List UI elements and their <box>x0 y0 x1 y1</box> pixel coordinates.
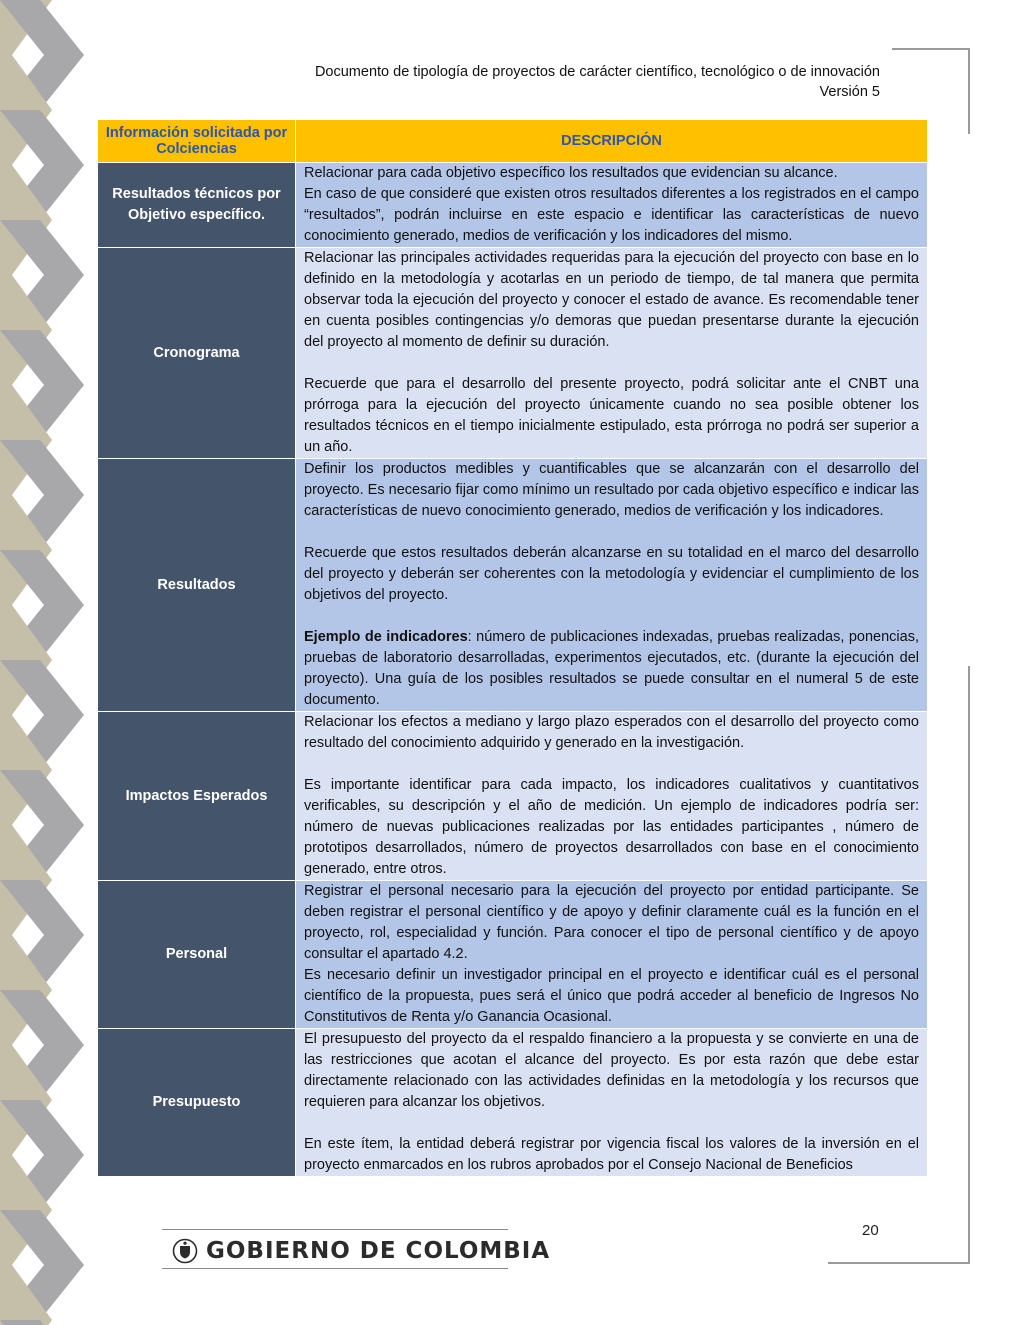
frame-line-right-lower <box>968 666 970 1264</box>
row-label: Resultados técnicos por Objetivo específico. <box>98 163 296 248</box>
paragraph: Recuerde que para el desarrollo del presente proyecto, podrá solicitar ante el CNBT una prórroga para la ejecución del proyecto únicamente cuando no sea posible obtener los resultados técnicos en el tiempo inicialmente estipulado, esta prórroga no podrá ser superior a un año. <box>304 376 919 455</box>
row-description <box>296 248 928 459</box>
paragraph: Registrar el personal necesario para la ejecución del proyecto por entidad participante. Se deben registrar el personal científico y de apoyo y definir claramente cuál es la función en el proyecto, rol, especialidad y función. Para conocer el tipo de personal científico y de apoyo consultar el apartado 4.2. <box>304 883 919 962</box>
row-description <box>296 881 928 1029</box>
row-label: Cronograma <box>98 248 296 459</box>
document-header <box>315 62 880 102</box>
paragraph-gap <box>304 353 919 374</box>
paragraph: En caso de que consideré que existen otros resultados diferentes a los registrados en el campo “resultados”, podrán incluirse en este espacio e identificar las características de nuevo conocimiento generado, medios de verificación y los indicadores del mismo. <box>304 186 919 244</box>
table-row <box>98 163 928 248</box>
row-description <box>296 163 928 248</box>
paragraph: Es importante identificar para cada impacto, los indicadores cualitativos y cuantitativos verificables, su descripción y el año de medición. Un ejemplo de indicadores podría ser: número de nuevas publicaciones realizadas por las entidades participantes , número de prototipos desarrollados, número de proyectos desarrollados con base en el conocimiento generado, entre otros. <box>304 777 919 877</box>
paragraph: Relacionar para cada objetivo específico los resultados que evidencian su alcance. <box>304 165 838 181</box>
paragraph: Recuerde que estos resultados deberán alcanzarse en su totalidad en el marco del desarrollo del proyecto y deberán ser coherentes con la metodología y evidenciar el cumplimiento de los objetivos del proyecto. <box>304 545 919 603</box>
paragraph-gap <box>304 522 919 543</box>
paragraph: En este ítem, la entidad deberá registrar por vigencia fiscal los valores de la inversión en el proyecto enmarcados en los rubros aprobados por el Consejo Nacional de Beneficios <box>304 1136 919 1173</box>
paragraph-text: : número de publicaciones indexadas, pruebas realizadas, ponencias, pruebas de laboratorio desarrolladas, experimentos ejecutados, etc. (durante la ejecución del proyecto). Una guía de los posibles resultados se puede consultar en el numeral 5 de este documento. <box>304 629 919 708</box>
header-cell-description: DESCRIPCIÓN <box>296 120 928 163</box>
header-cell-requested-info: Información solicitada por Colciencias <box>98 120 296 163</box>
header-title: Documento de tipología de proyectos de carácter científico, tecnológico o de innovación <box>314 64 880 80</box>
paragraph: Es necesario definir un investigador principal en el proyecto e identificar cuál es el personal científico de la propuesta, pues será el único que podrá acceder al beneficio de Ingresos No Constitutivos de Renta y/o Ganancia Ocasional. <box>304 967 919 1025</box>
row-description <box>296 459 928 712</box>
government-name: GOBIERNO DE COLOMBIA <box>206 1238 551 1264</box>
frame-line-bottom <box>828 1262 970 1264</box>
table-row <box>98 1029 928 1177</box>
paragraph: El presupuesto del proyecto da el respaldo financiero a la propuesta y se convierte en una de las restricciones que acotan el alcance del proyecto. Es por esta razón que debe estar directamente relacionado con las actividades definidas en la metodología y los recursos que requieren para alcanzar los objetivos. <box>304 1031 919 1110</box>
row-label: Presupuesto <box>98 1029 296 1177</box>
paragraph: Relacionar los efectos a mediano y largo plazo esperados con el desarrollo del proyecto como resultado del conocimiento adquirido y generado en la investigación. <box>304 714 919 751</box>
description-table <box>97 119 928 1177</box>
footer-line-top <box>162 1229 508 1230</box>
coat-of-arms-icon <box>172 1238 198 1264</box>
paragraph-gap <box>304 1113 919 1134</box>
paragraph-gap <box>304 754 919 775</box>
footer-line-bottom <box>162 1268 508 1269</box>
row-description <box>296 712 928 881</box>
paragraph-gap <box>304 606 919 627</box>
paragraph <box>304 627 919 711</box>
paragraph: Definir los productos medibles y cuantificables que se alcanzarán con el desarrollo del proyecto. Es necesario fijar como mínimo un resultado por cada objetivo específico e indicar las características de nuevo conocimiento generado, medios de verificación y los indicadores. <box>304 461 919 519</box>
row-label: Resultados <box>98 459 296 712</box>
bold-term: Ejemplo de indicadores <box>304 629 468 645</box>
page-number: 20 <box>862 1222 879 1239</box>
chevron-pattern-decoration <box>0 0 92 1325</box>
table-row <box>98 712 928 881</box>
table-row <box>98 248 928 459</box>
table-row <box>98 459 928 712</box>
row-description <box>296 1029 928 1177</box>
row-label: Impactos Esperados <box>98 712 296 881</box>
row-label: Personal <box>98 881 296 1029</box>
paragraph: Relacionar las principales actividades requeridas para la ejecución del proyecto con base en lo definido en la metodología y acotarlas en un periodo de tiempo, de tal manera que permita observar toda la ejecución del proyecto y conocer el estado de avance. Es recomendable tener en cuenta posibles contingencias y/o demoras que puedan presentarse durante la ejecución del proyecto al momento de definir su duración. <box>304 250 919 350</box>
header-version: Versión 5 <box>819 84 880 100</box>
frame-line-right-upper <box>968 48 970 134</box>
government-logo <box>172 1234 550 1268</box>
table-row <box>98 881 928 1029</box>
frame-line-top <box>892 48 970 50</box>
table-header-row <box>98 120 928 163</box>
